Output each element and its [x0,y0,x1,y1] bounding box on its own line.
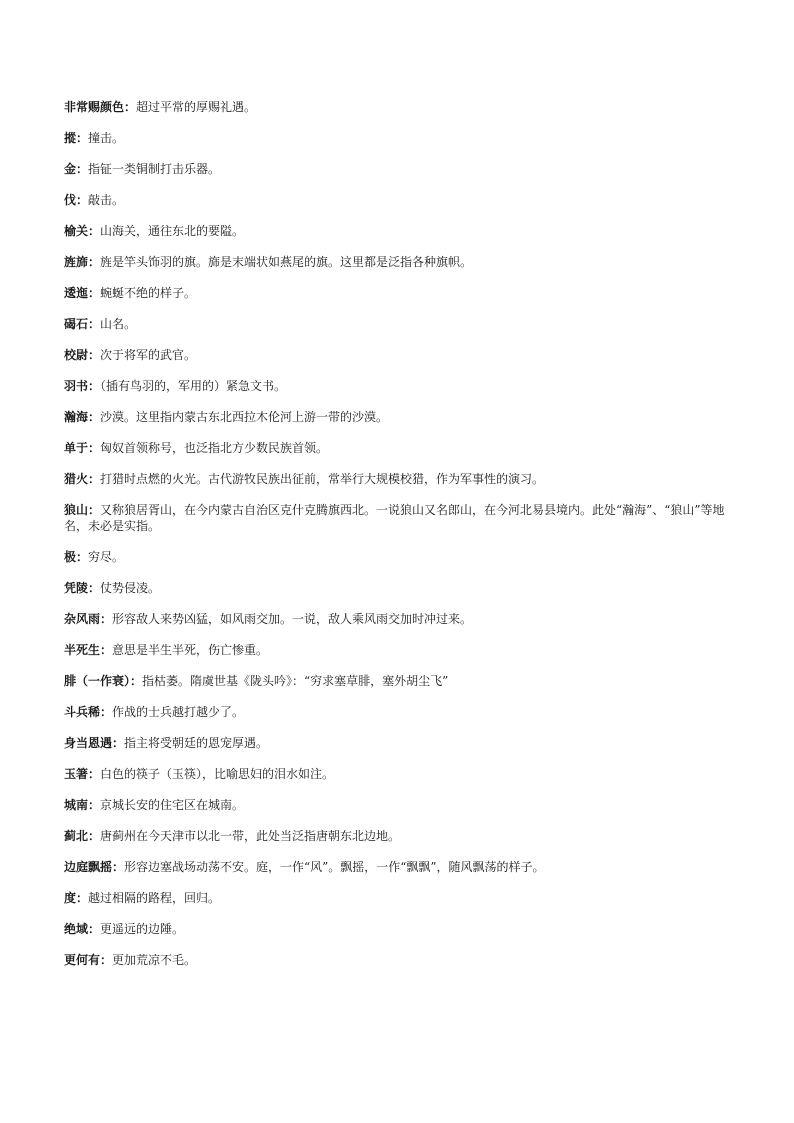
entry-definition: 指主将受朝廷的恩宠厚遇。 [124,736,269,750]
entry-term: 碣石： [64,317,101,331]
entry-definition: 越过相隔的路程，回归。 [88,891,221,905]
entry-term: 杂风雨： [64,612,113,626]
entry-term: 摐： [64,131,89,145]
entry-definition: 匈奴首领称号，也泛指北方少数民族首领。 [100,441,329,455]
entry-definition: 敲击。 [88,193,125,207]
glossary-page [64,99,744,983]
entry-term: 校尉： [64,348,101,362]
entry-term: 逶迤： [64,286,101,300]
glossary-entry [64,549,744,565]
entry-term: 半死生： [64,643,113,657]
glossary-entry [64,502,744,534]
entry-definition: 形容边塞战场动荡不安。庭，一作“风”。飘摇，一作“飘飘”，随风飘荡的样子。 [124,860,545,874]
entry-term: 单于： [64,441,101,455]
entry-definition: 白色的筷子（玉筷），比喻思妇的泪水如注。 [100,767,335,781]
entry-term: 极： [64,550,89,564]
entry-definition: 形容敌人来势凶猛，如风雨交加。一说，敌人乘风雨交加时冲过来。 [112,612,473,626]
glossary-entry [64,440,744,456]
entry-term: 绝域： [64,922,101,936]
entry-term: 腓（一作衰）： [64,674,143,688]
glossary-entry [64,890,744,906]
entry-definition: 山名。 [100,317,137,331]
glossary-entry [64,223,744,239]
glossary-entry [64,704,744,720]
entry-definition: 更加荒凉不毛。 [112,953,197,967]
glossary-entry [64,642,744,658]
entry-definition: 唐蓟州在今天津市以北一带，此处当泛指唐朝东北边地。 [100,829,401,843]
entry-term: 蓟北： [64,829,101,843]
entry-definition: 指钲一类铜制打击乐器。 [88,162,221,176]
entry-definition: 超过平常的厚赐礼遇。 [136,100,257,114]
entry-term: 更何有： [64,953,113,967]
glossary-entry [64,673,744,689]
entry-term: 伐： [64,193,89,207]
entry-definition: 山海关，通往东北的要隘。 [100,224,245,238]
entry-term: 猎火： [64,472,101,486]
entry-term: 瀚海： [64,410,101,424]
glossary-entry [64,611,744,627]
entry-definition: 更遥远的边陲。 [100,922,185,936]
entry-term: 旌旆： [64,255,101,269]
entry-definition: 打猎时点燃的火光。古代游牧民族出征前，常举行大规模校猎，作为军事性的演习。 [100,472,545,486]
entry-term: 身当恩遇： [64,736,125,750]
entry-definition: 次于将军的武官。 [100,348,197,362]
glossary-entry [64,285,744,301]
glossary-entry [64,347,744,363]
entry-definition: 京城长安的住宅区在城南。 [100,798,245,812]
entry-term: 金： [64,162,89,176]
glossary-entry [64,130,744,146]
glossary-entry [64,192,744,208]
entry-definition: （插有鸟羽的，军用的）紧急文书。 [100,379,287,393]
entry-term: 非常赐颜色： [64,100,137,114]
entry-definition: 作战的士兵越打越少了。 [112,705,245,719]
glossary-entry [64,766,744,782]
glossary-entry [64,828,744,844]
entry-term: 城南： [64,798,101,812]
entry-term: 斗兵稀： [64,705,113,719]
glossary-entry [64,952,744,968]
entry-term: 狼山： [64,503,101,517]
entry-definition: 撞击。 [88,131,125,145]
entry-definition: 沙漠。这里指内蒙古东北西拉木伦河上游一带的沙漠。 [100,410,389,424]
glossary-entry [64,254,744,270]
glossary-entry [64,859,744,875]
entry-term: 度： [64,891,89,905]
glossary-entry [64,735,744,751]
entry-term: 边庭飘摇： [64,860,125,874]
entry-term: 羽书： [64,379,101,393]
glossary-entry [64,580,744,596]
entry-term: 榆关： [64,224,101,238]
entry-definition: 蜿蜒不绝的样子。 [100,286,197,300]
glossary-entry [64,921,744,937]
glossary-entry [64,409,744,425]
entry-term: 玉箸： [64,767,101,781]
entry-definition: 又称狼居胥山，在今内蒙古自治区克什克腾旗西北。一说狼山又名郎山，在今河北易县境内。此处“瀚海”、“狼山”等地名，未必是实指。 [64,503,725,533]
glossary-entry [64,471,744,487]
entry-definition: 旌是竿头饰羽的旗。旆是末端状如燕尾的旗。这里都是泛指各种旗帜。 [100,255,473,269]
entry-definition: 意思是半生半死，伤亡惨重。 [112,643,269,657]
entry-definition: 指枯萎。隋虞世基《陇头吟》：“穷求塞草腓，塞外胡尘飞” [142,674,449,688]
entry-term: 凭陵： [64,581,101,595]
entry-definition: 仗势侵凌。 [100,581,161,595]
glossary-entry [64,797,744,813]
glossary-entry [64,161,744,177]
glossary-entry [64,99,744,115]
glossary-entry [64,378,744,394]
glossary-entry [64,316,744,332]
entry-definition: 穷尽。 [88,550,125,564]
